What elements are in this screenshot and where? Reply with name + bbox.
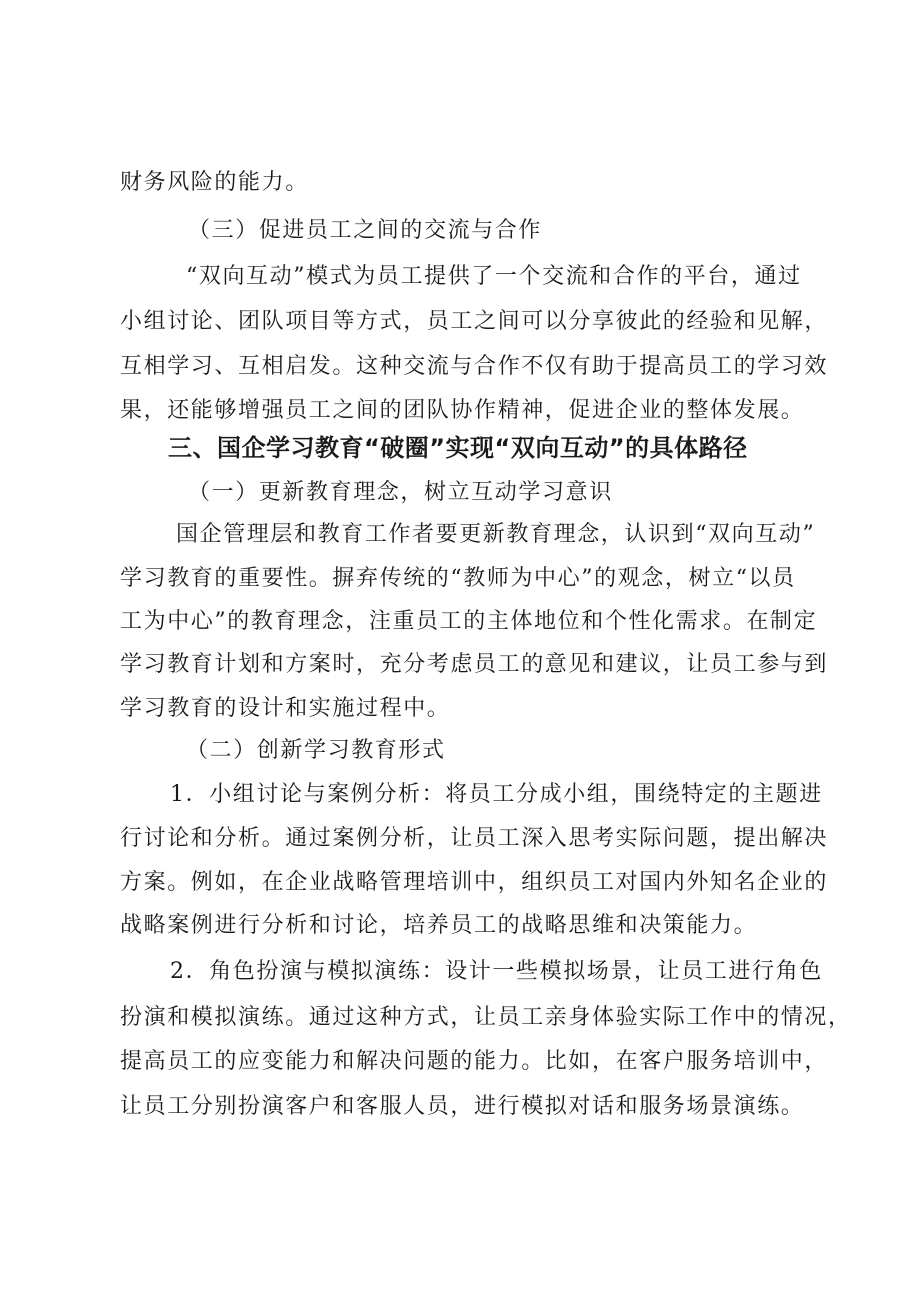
paragraph-line: 让员工分别扮演客户和客服人员，进行模拟对话和服务场景演练。 xyxy=(120,1094,805,1119)
paragraph-line: 学习教育计划和方案时，充分考虑员工的意见和建议，让员工参与到 xyxy=(120,652,829,677)
paragraph-line: 1．小组讨论与案例分析：将员工分成小组，围绕特定的主题进 xyxy=(170,782,823,807)
subsection-heading: （一）更新教育理念，树立互动学习意识 xyxy=(188,480,613,505)
paragraph-line: 国企管理层和教育工作者要更新教育理念，认识到“双向互动” xyxy=(176,522,816,547)
subsection-heading: （三）促进员工之间的交流与合作 xyxy=(188,218,543,243)
paragraph-line: 果，还能够增强员工之间的团队协作精神，促进企业的整体发展。 xyxy=(120,398,805,423)
paragraph-line: 财务风险的能力。 xyxy=(120,170,309,195)
paragraph-line: 2．角色扮演与模拟演练：设计一些模拟场景，让员工进行角色 xyxy=(170,959,823,984)
paragraph-line: “双向互动”模式为员工提供了一个交流和合作的平台，通过 xyxy=(186,264,802,289)
paragraph-line: 学习教育的设计和实施过程中。 xyxy=(120,696,451,721)
subsection-heading: （二）创新学习教育形式 xyxy=(186,738,446,763)
section-heading: 三、国企学习教育“破圈”实现“双向互动”的具体路径 xyxy=(168,434,748,462)
paragraph-line: 行讨论和分析。通过案例分析，让员工深入思考实际问题，提出解决 xyxy=(120,826,829,851)
paragraph-line: 互相学习、互相启发。这种交流与合作不仅有助于提高员工的学习效 xyxy=(120,354,829,379)
paragraph-line: 方案。例如，在企业战略管理培训中，组织员工对国内外知名企业的 xyxy=(120,870,829,895)
paragraph-line: 工为中心”的教育理念，注重员工的主体地位和个性化需求。在制定 xyxy=(120,609,818,634)
paragraph-line: 小组讨论、团队项目等方式，员工之间可以分享彼此的经验和见解， xyxy=(120,309,829,334)
paragraph-line: 扮演和模拟演练。通过这种方式，让员工亲身体验实际工作中的情况， xyxy=(120,1005,852,1030)
paragraph-line: 提高员工的应变能力和解决问题的能力。比如，在客户服务培训中， xyxy=(120,1049,829,1074)
paragraph-line: 学习教育的重要性。摒弃传统的“教师为中心”的观念，树立“以员 xyxy=(120,566,796,591)
paragraph-line: 战略案例进行分析和讨论，培养员工的战略思维和决策能力。 xyxy=(120,913,758,938)
